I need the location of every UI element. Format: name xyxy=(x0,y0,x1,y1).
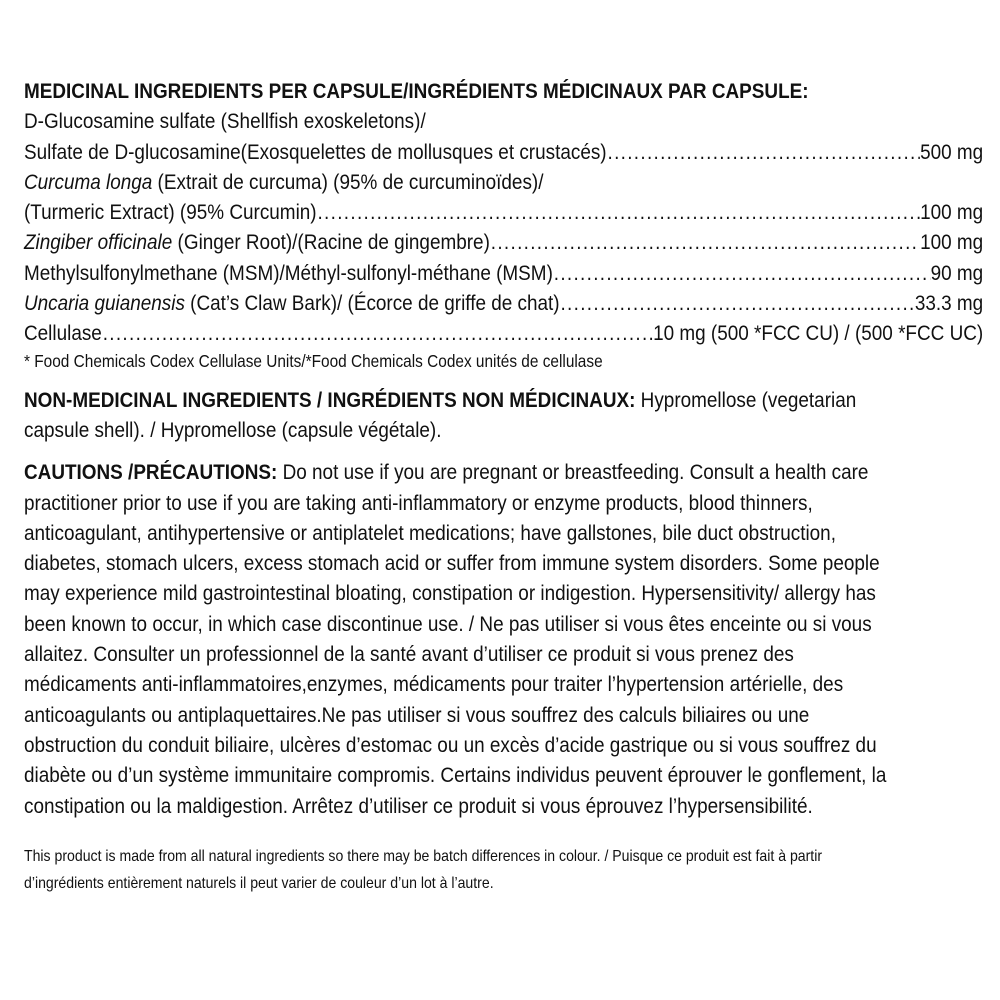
glucosamine-line-1: D-Glucosamine sulfate (Shellfish exoskeletons)/ xyxy=(24,109,426,134)
cautions-line: been known to occur, in which case discontinue use. / Ne pas utiliser si vous êtes enceinte ou si vous xyxy=(24,611,872,636)
ingredient-name xyxy=(24,227,490,257)
cautions-line: allaitez. Consulter un professionnel de la santé avant d’utiliser ce produit si vous prenez des xyxy=(24,642,794,667)
curcuma-line-1 xyxy=(24,167,983,197)
dot-leader xyxy=(553,258,931,288)
ingredient-description: (Cat’s Claw Bark)/ (Écorce de griffe de chat) xyxy=(184,291,560,316)
ingredient-name xyxy=(24,288,560,318)
non-medicinal-text: Hypromellose (vegetarian xyxy=(635,387,857,412)
medicinal-heading: MEDICINAL INGREDIENTS PER CAPSULE/INGRÉDIENTS MÉDICINAUX PAR CAPSULE: xyxy=(24,79,809,103)
ingredient-amount: 10 mg (500 *FCC CU) / (500 *FCC UC) xyxy=(653,321,984,346)
ingredient-row-msm xyxy=(24,258,983,288)
cautions-line: anticoagulant, antihypertensive or antiplatelet medications; have gallstones, bile duct obstruction, xyxy=(24,520,836,545)
ingredient-name: Cellulase xyxy=(24,321,102,346)
cautions-line-1 xyxy=(24,457,983,487)
ingredient-row-glucosamine xyxy=(24,137,983,167)
non-medicinal-line-2: capsule shell). / Hypromellose (capsule végétale). xyxy=(24,417,442,442)
ingredient-amount: 500 mg xyxy=(920,139,984,164)
cautions-line: diabète ou d’un système immunitaire compromis. Certains individus peuvent éprouver le gonflement, la xyxy=(24,763,887,788)
ingredient-name: Sulfate de D-glucosamine(Exosquelettes de mollusques et crustacés) xyxy=(24,139,607,164)
cautions-text: Do not use if you are pregnant or breastfeeding. Consult a health care xyxy=(277,460,869,485)
ingredient-amount: 100 mg xyxy=(920,200,984,225)
ingredient-row-turmeric xyxy=(24,197,983,227)
ingredient-amount: 100 mg xyxy=(920,230,984,255)
label-document xyxy=(24,76,983,897)
disclaimer-line-2: d’ingrédients entièrement naturels il peut varier de couleur d’un lot à l’autre. xyxy=(24,874,494,892)
cautions-heading: CAUTIONS /PRÉCAUTIONS: xyxy=(24,460,278,485)
latin-name: Zingiber officinale xyxy=(24,230,173,255)
latin-name: Uncaria guianensis xyxy=(24,291,185,316)
cautions-line: diabetes, stomach ulcers, excess stomach acid or suffer from immune system disorders. Some people xyxy=(24,551,880,576)
cautions-line: anticoagulants ou antiplaquettaires.Ne pas utiliser si vous souffrez des calculs biliaires ou une xyxy=(24,702,810,727)
dot-leader xyxy=(317,197,920,227)
ingredient-row-cellulase xyxy=(24,318,983,348)
dot-leader xyxy=(607,137,920,167)
ingredient-amount: 33.3 mg xyxy=(914,291,984,316)
latin-name: Curcuma longa xyxy=(24,169,153,194)
non-medicinal-heading: NON-MEDICINAL INGREDIENTS / INGRÉDIENTS NON MÉDICINAUX: xyxy=(24,387,636,412)
dot-leader xyxy=(490,227,920,257)
ingredient-description: (Extrait de curcuma) (95% de curcuminoïdes)/ xyxy=(152,169,544,194)
non-medicinal-line-1 xyxy=(24,385,983,415)
cautions-line: médicaments anti-inflammatoires,enzymes, médicaments pour traiter l’hypertension artérielle, des xyxy=(24,672,844,697)
ingredient-description: (Ginger Root)/(Racine de gingembre) xyxy=(172,230,490,255)
dot-leader xyxy=(102,318,653,348)
cautions-line: may experience mild gastrointestinal bloating, constipation or indigestion. Hypersensitivity/ allergy has xyxy=(24,581,876,606)
ingredient-row-ginger xyxy=(24,227,983,257)
cellulase-footnote: * Food Chemicals Codex Cellulase Units/*Food Chemicals Codex unités de cellulase xyxy=(24,350,603,371)
ingredient-amount: 90 mg xyxy=(930,260,984,285)
ingredient-name: (Turmeric Extract) (95% Curcumin) xyxy=(24,200,317,225)
cautions-line: constipation ou la maldigestion. Arrêtez d’utiliser ce produit si vous éprouvez l’hypersensibilité. xyxy=(24,793,813,818)
dot-leader xyxy=(560,288,915,318)
cautions-line: obstruction du conduit biliaire, ulcères d’estomac ou un excès d’acide gastrique ou si vous souffrez du xyxy=(24,732,877,757)
cautions-line: practitioner prior to use if you are taking anti-inflammatory or enzyme products, blood thinners, xyxy=(24,490,813,515)
ingredient-row-cats-claw xyxy=(24,288,983,318)
disclaimer-line-1: This product is made from all natural ingredients so there may be batch differences in colour. / Puisque ce produit est fait à partir xyxy=(24,847,823,865)
ingredient-name: Methylsulfonylmethane (MSM)/Méthyl-sulfonyl-méthane (MSM) xyxy=(24,260,553,285)
